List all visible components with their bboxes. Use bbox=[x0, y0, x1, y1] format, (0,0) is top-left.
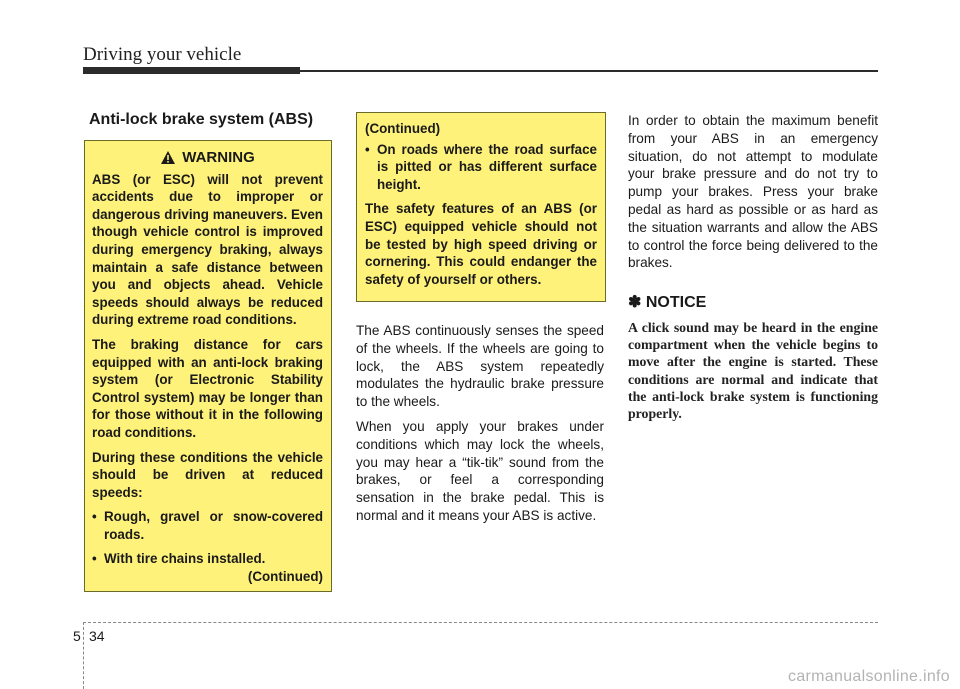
watermark: carmanualsonline.info bbox=[788, 668, 950, 685]
warning-heading-text: WARNING bbox=[182, 149, 255, 166]
body-paragraph-2: When you apply your brakes under conditions which may lock the wheels, you may hear a “tik-tik” sound from the brakes, or feel a corresponding sensation in the brake pedal. This is normal and it means your ABS is active. bbox=[356, 418, 604, 523]
bullet-text: Rough, gravel or snow-covered roads. bbox=[104, 509, 323, 542]
body-column-2 bbox=[356, 322, 604, 525]
body-column-3 bbox=[628, 112, 878, 422]
body-paragraph-1: The ABS continuously senses the speed of the wheels. If the wheels are going to lock, the ABS system repeatedly modulates the hydraulic brake pressure to the wheels. bbox=[356, 323, 604, 410]
footer-rule bbox=[83, 622, 878, 623]
bullet-dot: • bbox=[365, 141, 370, 157]
warning-heading bbox=[92, 149, 323, 167]
header-title: Driving your vehicle bbox=[83, 44, 242, 65]
warning-triangle-icon bbox=[160, 150, 176, 165]
warning-paragraph-4: The safety features of an ABS (or ESC) equipped vehicle should not be tested by high speed driving or cornering. This could endanger the safety of yourself or others. bbox=[365, 201, 597, 287]
bullet-text: On roads where the road surface is pitted or has different surface height. bbox=[377, 141, 597, 192]
warning-box-2 bbox=[356, 112, 606, 302]
notice-heading: ✽ NOTICE bbox=[628, 294, 707, 312]
warning-paragraph-2: The braking distance for cars equipped with an anti-lock braking system (or Electronic Stability Control system) may be longer than for those without it in the following road conditions. bbox=[92, 336, 323, 440]
body-paragraph-3: In order to obtain the maximum benefit from your ABS in an emergency situation, do not attempt to modulate your brake pressure and do not try to pump your brakes. Press your brake pedal as hard as possible or as hard as the situation warrants and allow the ABS to control the force being delivered to the brakes. bbox=[628, 113, 878, 271]
header-rule bbox=[300, 70, 878, 72]
header-bar bbox=[83, 67, 300, 74]
warning-paragraph-3: During these conditions the vehicle should be driven at reduced speeds: bbox=[92, 449, 323, 500]
warning-box-1 bbox=[84, 140, 332, 592]
bullet-text: With tire chains installed. bbox=[104, 551, 266, 567]
warning-bullet-2 bbox=[92, 550, 323, 568]
continued-label: (Continued) bbox=[365, 121, 441, 136]
notice-text: A click sound may be heard in the engine compartment when the vehicle begins to move after the engine is started. These conditions are normal and indicate that the anti-lock brake system is functioning properly. bbox=[628, 319, 878, 421]
footer-divider bbox=[83, 622, 84, 689]
warning-bullet-3 bbox=[365, 141, 597, 194]
section-title: Anti-lock brake system (ABS) bbox=[89, 111, 314, 128]
warning-bullet-1 bbox=[92, 508, 323, 543]
continued-label: (Continued) bbox=[247, 569, 323, 585]
warning-paragraph-1: ABS (or ESC) will not prevent accidents due to improper or dangerous driving maneuvers. Even though vehicle control is improved during emergency braking, always maintain a safe distance between you and objects ahead. Vehicle speeds should always be reduced during extreme road conditions. bbox=[92, 171, 323, 328]
bullet-dot: • bbox=[92, 551, 97, 567]
bullet-dot: • bbox=[92, 509, 97, 525]
page-number: 34 bbox=[89, 628, 105, 644]
section-number: 5 bbox=[73, 628, 81, 644]
